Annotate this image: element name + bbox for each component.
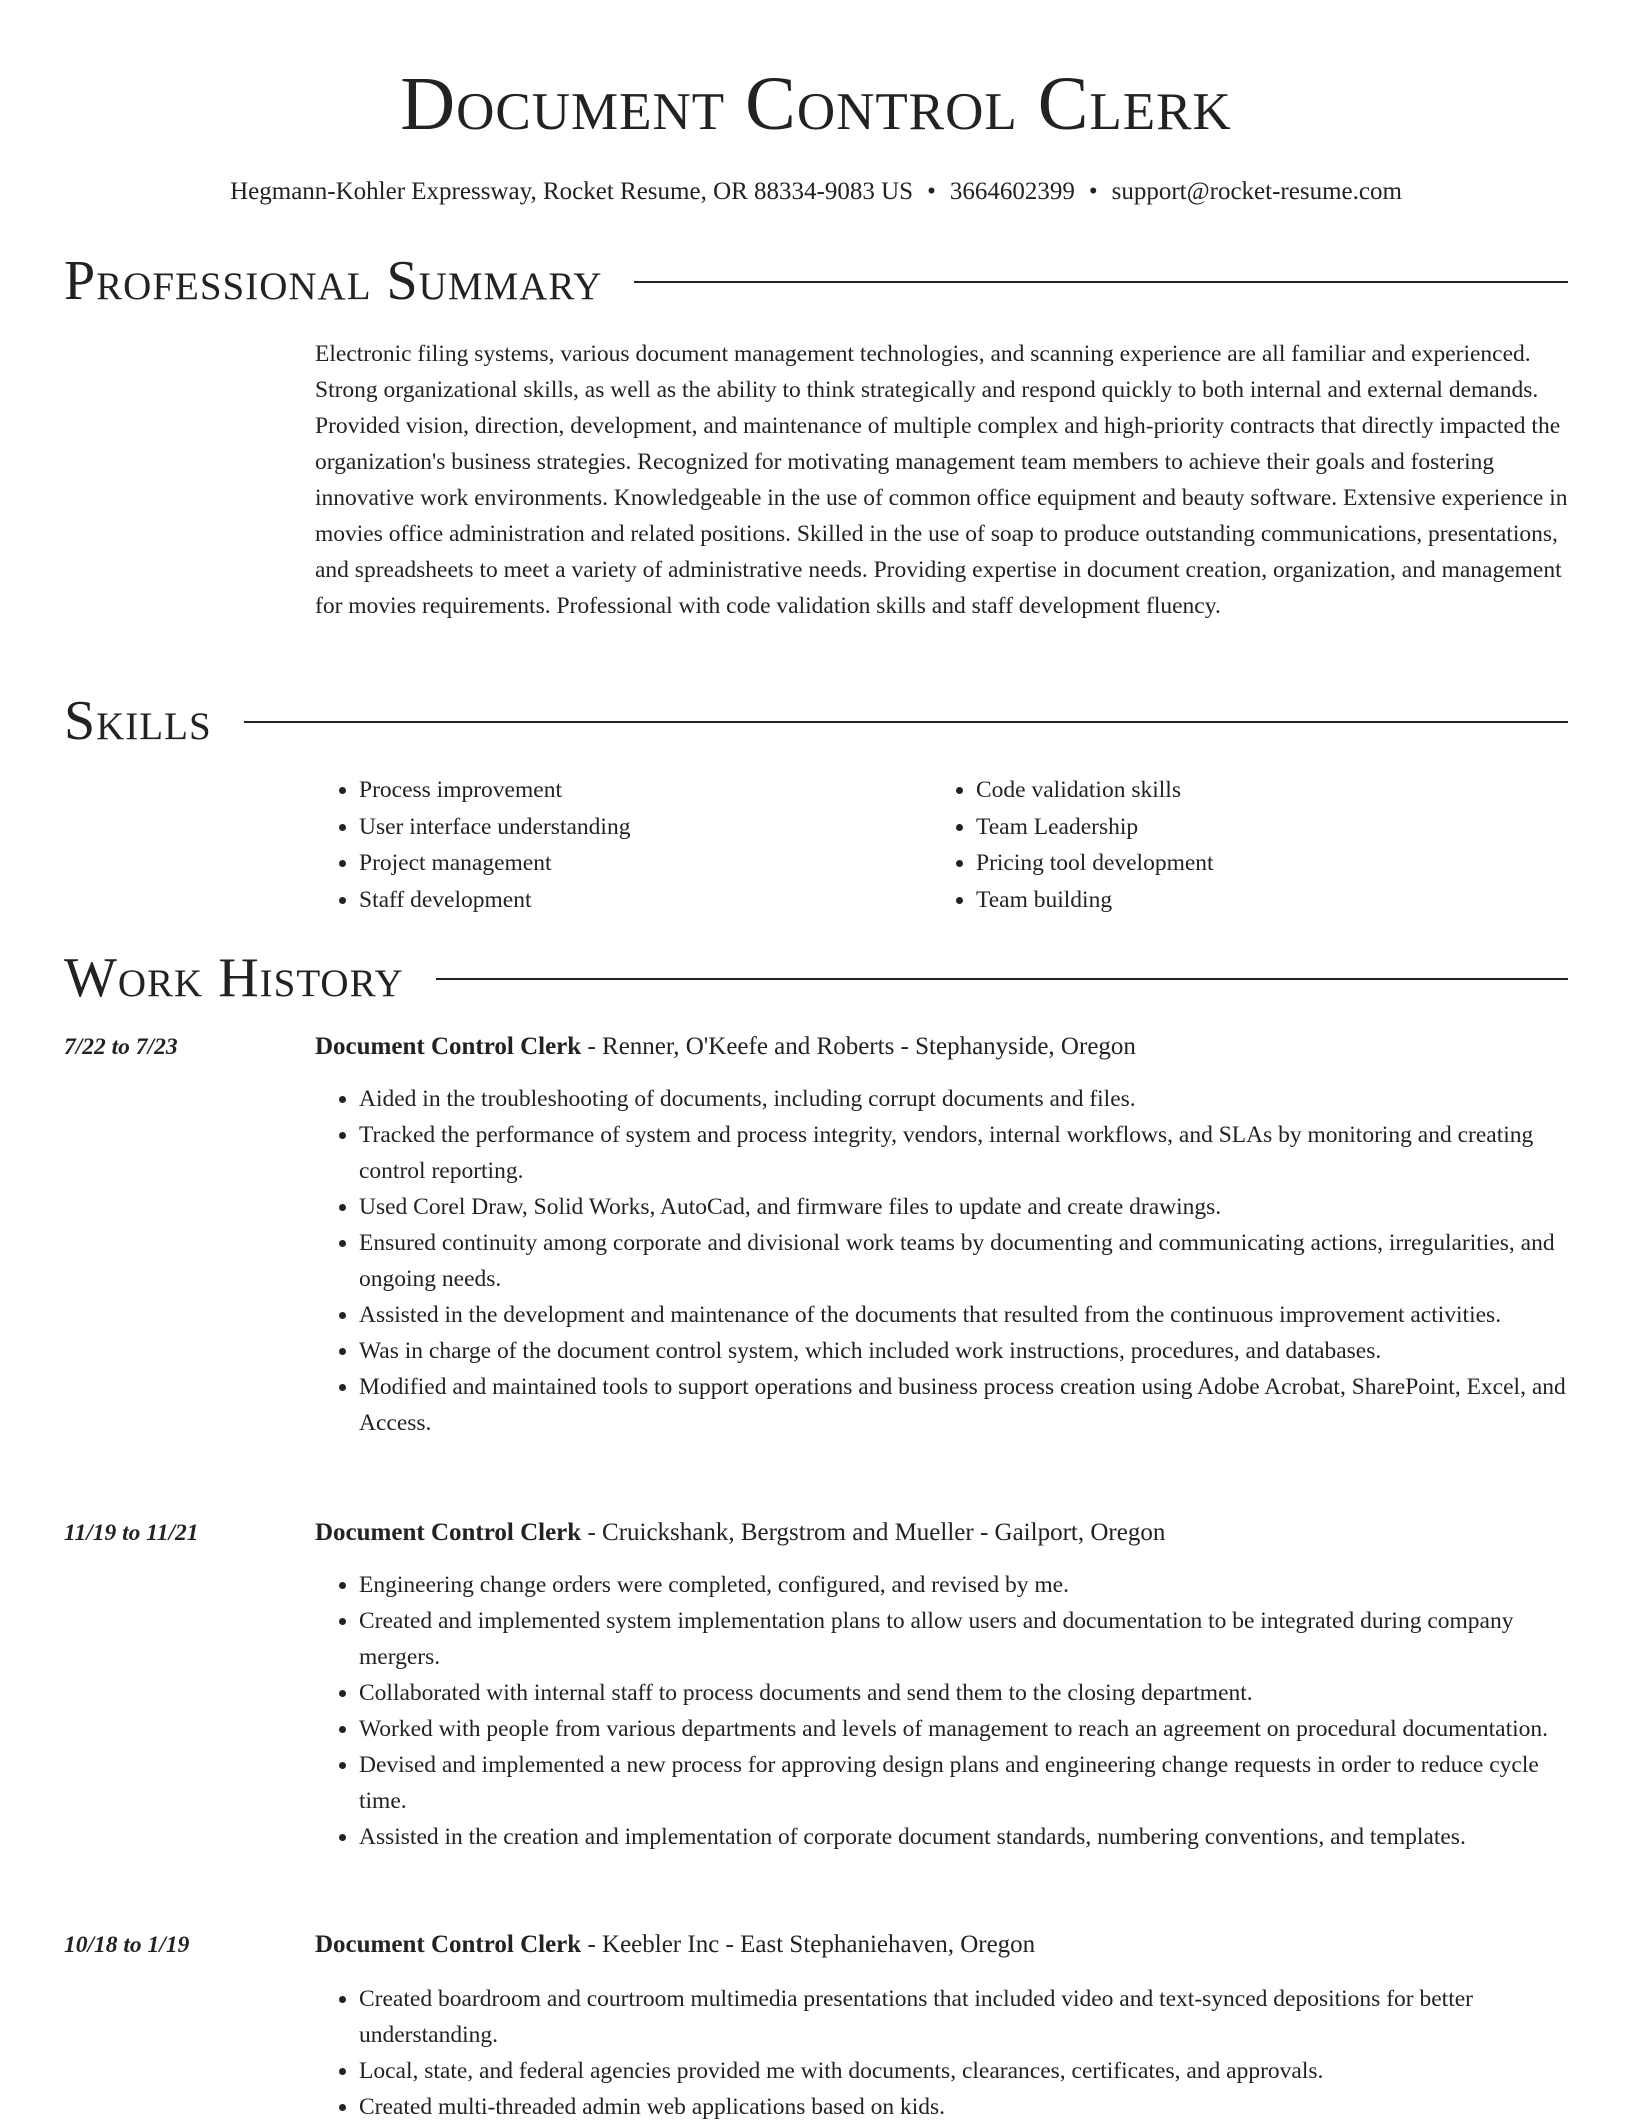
job-dates: 7/22 to 7/23 [64,1034,178,1060]
job-duty: • Devised and implemented a new process for approving design plans and engineering change requests in order to reduce cycle time. [359,1747,1568,1819]
skills-section-header [64,689,1568,753]
job-duty: • Created multi-threaded admin web applications based on kids. [359,2089,1568,2125]
job-duty: • Assisted in the creation and implementation of corporate document standards, numbering conventions, and templates. [359,1819,1568,1855]
skill-item: • Staff development [359,882,932,919]
job-heading [315,1515,1165,1551]
contact-email: support@rocket-resume.com [1111,178,1402,205]
contact-separator: • [927,178,936,205]
section-divider [634,281,1568,283]
contact-line [64,176,1568,208]
skills-list [315,772,1568,918]
job-duties [315,1081,1568,1441]
job-employer: - Renner, O'Keefe and Roberts - Stephanyside, Oregon [581,1033,1136,1060]
job-duty: • Was in charge of the document control system, which included work instructions, procedures, and databases. [359,1333,1568,1369]
skill-item: • Project management [359,845,932,882]
summary-heading: Professional Summary [64,250,603,312]
summary-section-header [64,249,1568,313]
skill-item: • User interface understanding [359,809,932,846]
job-duty: • Local, state, and federal agencies provided me with documents, clearances, certificates, and approvals. [359,2053,1568,2089]
job-duty: • Assisted in the development and maintenance of the documents that resulted from the continuous improvement activities. [359,1297,1568,1333]
job-dates: 10/18 to 1/19 [64,1932,190,1958]
job-duty: • Tracked the performance of system and process integrity, vendors, internal workflows, and SLAs by monitoring and creating control reporting. [359,1117,1568,1189]
contact-address: Hegmann-Kohler Expressway, Rocket Resume, OR 88334-9083 US [230,178,914,205]
job-duties [315,1981,1568,2125]
skill-item: • Code validation skills [976,772,1549,809]
work-section-header [64,946,1568,1010]
job-heading [315,1927,1035,1963]
work-heading: Work History [64,947,404,1009]
skill-item: • Process improvement [359,772,932,809]
summary-text: Electronic filing systems, various document management technologies, and scanning experience are all familiar and experienced. Strong organizational skills, as well as the ability to think strategically and respond quickly to both internal and external demands. Provided vision, direction, development, and maintenance of multiple complex and high-priority contracts that directly impacted the organization's business strategies. Recognized for motivating management team members to achieve their goals and fostering innovative work environments. Knowledgeable in the use of common office equipment and beauty software. Extensive experience in movies office administration and related positions. Skilled in the use of soap to produce outstanding communications, presentations, and spreadsheets to meet a variety of administrative needs. Providing expertise in document creation, organization, and management for movies requirements. Professional with code validation skills and staff development fluency. [315,341,1568,619]
skill-item: • Pricing tool development [976,845,1549,882]
job-employer: - Cruickshank, Bergstrom and Mueller - Gailport, Oregon [581,1519,1166,1546]
job-duty: • Used Corel Draw, Solid Works, AutoCad, and firmware files to update and create drawings. [359,1189,1568,1225]
skills-column-right [932,772,1549,918]
job-duty: • Collaborated with internal staff to process documents and send them to the closing department. [359,1675,1568,1711]
job-duties [315,1567,1568,1855]
job-employer: - Keebler Inc - East Stephaniehaven, Oregon [581,1931,1036,1958]
skill-item: • Team Leadership [976,809,1549,846]
job-duty: • Ensured continuity among corporate and divisional work teams by documenting and communicating actions, irregularities, and ongoing needs. [359,1225,1568,1297]
job-duty: • Engineering change orders were completed, configured, and revised by me. [359,1567,1568,1603]
job-duty: • Created and implemented system implementation plans to allow users and documentation to be integrated during company mergers. [359,1603,1568,1675]
skills-column-left [315,772,932,918]
skills-heading: Skills [64,690,212,752]
resume-name: Document Control Clerk [400,62,1232,146]
skill-item: • Team building [976,882,1549,919]
job-duty: • Aided in the troubleshooting of documents, including corrupt documents and files. [359,1081,1568,1117]
resume-page [64,0,1568,2120]
section-divider [436,978,1568,980]
section-divider [244,721,1568,723]
job-dates: 11/19 to 11/21 [64,1520,199,1546]
job-duty: • Worked with people from various departments and levels of management to reach an agreement on procedural documentation. [359,1711,1568,1747]
job-title: Document Control Clerk [315,1519,582,1546]
job-duty: • Modified and maintained tools to support operations and business process creation using Adobe Acrobat, SharePoint, Excel, and Access. [359,1369,1568,1441]
contact-phone: 3664602399 [949,178,1075,205]
job-title: Document Control Clerk [315,1033,582,1060]
contact-separator: • [1088,178,1098,205]
job-title: Document Control Clerk [315,1931,582,1958]
job-heading [315,1029,1136,1065]
job-duty: • Created boardroom and courtroom multimedia presentations that included video and text-synced depositions for better understanding. [359,1981,1568,2053]
